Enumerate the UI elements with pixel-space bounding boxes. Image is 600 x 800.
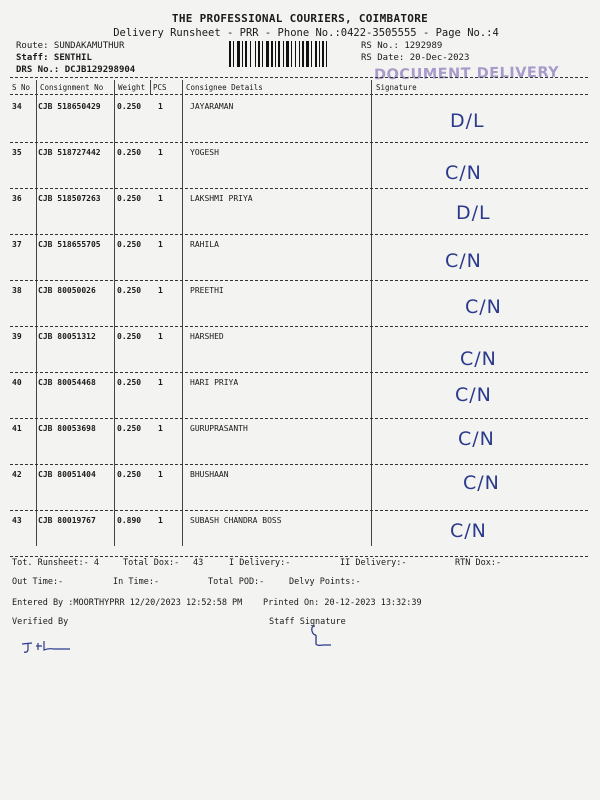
- col-signature: Signature: [376, 83, 417, 92]
- row-consignment-no: CJB 80053698: [38, 424, 96, 433]
- row-pcs: 1: [158, 516, 163, 525]
- row-weight: 0.250: [117, 148, 142, 157]
- col-divider: [150, 80, 151, 94]
- col-divider: [182, 80, 183, 546]
- row-consignment-no: CJB 80050026: [38, 286, 96, 295]
- row-consignee: YOGESH: [190, 148, 219, 157]
- row-consignment-no: CJB 518655705: [38, 240, 101, 249]
- row-sno: 41: [12, 424, 22, 433]
- row-weight: 0.250: [117, 332, 142, 341]
- row-weight: 0.250: [117, 470, 142, 479]
- row-consignment-no: CJB 518507263: [38, 194, 101, 203]
- route-label: Route: SUNDAKAMUTHUR: [16, 41, 125, 51]
- row-consignee: GURUPRASANTH: [190, 424, 248, 433]
- row-sno: 37: [12, 240, 22, 249]
- header-rule-top: [10, 77, 588, 78]
- row-weight: 0.250: [117, 240, 142, 249]
- verifier-signature: [20, 635, 80, 657]
- document-delivery-stamp: DOCUMENT DELIVERY: [373, 64, 560, 84]
- header-rule-bottom: [10, 94, 588, 95]
- total-dox-label: Total Dox:-: [123, 558, 180, 568]
- row-pcs: 1: [158, 240, 163, 249]
- document-title: THE PROFESSIONAL COURIERS, COIMBATORE: [171, 12, 429, 25]
- col-divider: [36, 80, 37, 546]
- delvy-points: Delvy Points:-: [289, 577, 361, 587]
- row-consignee: HARI PRIYA: [190, 378, 239, 387]
- staff-signature: [305, 622, 335, 650]
- rs-date: RS Date: 20-Dec-2023: [361, 53, 470, 63]
- row-consignee: JAYARAMAN: [190, 102, 234, 111]
- row-consignee: HARSHED: [190, 332, 224, 341]
- row-signature: C/N: [458, 428, 495, 450]
- total-dox-value: 43: [193, 558, 204, 568]
- drs-number: DRS No.: DCJB129298904: [16, 65, 136, 75]
- row-separator: [10, 372, 588, 373]
- row-separator: [10, 418, 588, 419]
- row-consignment-no: CJB 518650429: [38, 102, 101, 111]
- row-weight: 0.250: [117, 424, 142, 433]
- row-sno: 38: [12, 286, 22, 295]
- col-divider: [114, 80, 115, 546]
- col-consignment: Consignment No: [40, 83, 104, 92]
- col-consignee: Consignee Details: [186, 83, 263, 92]
- row-pcs: 1: [158, 470, 163, 479]
- printed-on: Printed On: 20-12-2023 13:32:39: [263, 598, 422, 608]
- row-signature: C/N: [463, 472, 500, 494]
- row-separator: [10, 142, 588, 143]
- row-pcs: 1: [158, 148, 163, 157]
- col-sno: S No: [12, 83, 31, 92]
- row-separator: [10, 556, 588, 557]
- rs-number: RS No.: 1292989: [361, 41, 443, 51]
- row-signature: C/N: [445, 162, 482, 184]
- row-consignment-no: CJB 518727442: [38, 148, 101, 157]
- row-consignment-no: CJB 80054468: [38, 378, 96, 387]
- ii-delivery: II Delivery:-: [340, 558, 407, 568]
- row-separator: [10, 188, 588, 189]
- row-weight: 0.250: [117, 378, 142, 387]
- row-weight: 0.890: [117, 516, 142, 525]
- row-separator: [10, 510, 588, 511]
- row-separator: [10, 280, 588, 281]
- i-delivery: I Delivery:-: [229, 558, 291, 568]
- in-time: In Time:-: [113, 577, 160, 587]
- verified-by-label: Verified By: [12, 617, 69, 627]
- staff-label: Staff: SENTHIL: [16, 53, 92, 63]
- row-pcs: 1: [158, 424, 163, 433]
- row-signature: C/N: [445, 250, 482, 272]
- row-signature: C/N: [455, 384, 492, 406]
- row-sno: 34: [12, 102, 22, 111]
- row-weight: 0.250: [117, 102, 142, 111]
- row-consignee: LAKSHMI PRIYA: [190, 194, 253, 203]
- row-consignment-no: CJB 80051404: [38, 470, 96, 479]
- col-pcs: PCS: [153, 83, 167, 92]
- row-signature: D/L: [450, 110, 485, 132]
- row-sno: 43: [12, 516, 22, 525]
- row-weight: 0.250: [117, 286, 142, 295]
- row-pcs: 1: [158, 102, 163, 111]
- row-consignee: PREETHI: [190, 286, 224, 295]
- col-weight: Weight: [118, 83, 146, 92]
- row-pcs: 1: [158, 286, 163, 295]
- row-consignee: RAHILA: [190, 240, 219, 249]
- row-consignment-no: CJB 80051312: [38, 332, 96, 341]
- col-divider: [371, 80, 372, 546]
- row-pcs: 1: [158, 332, 163, 341]
- out-time: Out Time:-: [12, 577, 64, 587]
- total-pod: Total POD:-: [208, 577, 265, 587]
- row-sno: 35: [12, 148, 22, 157]
- barcode: [229, 41, 355, 67]
- row-separator: [10, 326, 588, 327]
- row-pcs: 1: [158, 194, 163, 203]
- row-consignment-no: CJB 80019767: [38, 516, 96, 525]
- rtn-dox: RTN Dox:-: [455, 558, 502, 568]
- row-sno: 42: [12, 470, 22, 479]
- row-signature: D/L: [456, 202, 491, 224]
- row-separator: [10, 464, 588, 465]
- tot-runsheet: Tot. Runsheet:- 4: [12, 558, 99, 568]
- row-signature: C/N: [460, 348, 497, 370]
- entered-by: Entered By :MOORTHYPRR 12/20/2023 12:52:58 PM: [12, 598, 243, 608]
- row-sno: 39: [12, 332, 22, 341]
- row-sno: 36: [12, 194, 22, 203]
- row-weight: 0.250: [117, 194, 142, 203]
- row-signature: C/N: [450, 520, 487, 542]
- row-consignee: BHUSHAAN: [190, 470, 229, 479]
- document-subtitle: Delivery Runsheet - PRR - Phone No.:0422-3505555 - Page No.:4: [113, 27, 499, 39]
- row-signature: C/N: [465, 296, 502, 318]
- staff-signature-label: Staff Signature: [269, 617, 346, 627]
- row-consignee: SUBASH CHANDRA BOSS: [190, 516, 282, 525]
- row-sno: 40: [12, 378, 22, 387]
- row-pcs: 1: [158, 378, 163, 387]
- row-separator: [10, 234, 588, 235]
